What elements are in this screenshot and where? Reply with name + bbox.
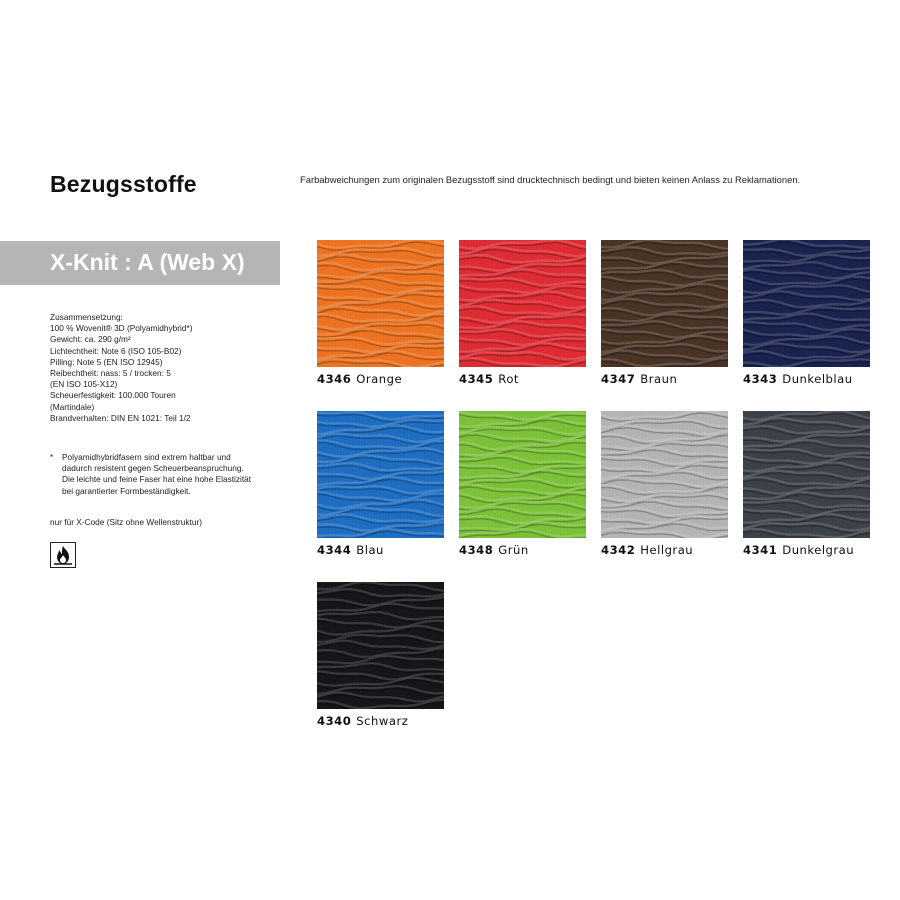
swatch-label	[601, 372, 728, 386]
spec-line: (EN ISO 105-X12)	[50, 379, 118, 390]
swatch-label	[317, 372, 444, 386]
swatch-code: 4341	[743, 543, 778, 557]
swatch-code: 4346	[317, 372, 352, 386]
swatch-color-name: Blau	[356, 543, 384, 557]
swatch-4347[interactable]	[601, 240, 728, 386]
fabric-swatch-image	[601, 411, 728, 538]
footnote-line: dadurch resistent gegen Scheuerbeanspruchung.	[62, 463, 244, 474]
swatch-color-name: Grün	[498, 543, 529, 557]
product-banner	[0, 241, 280, 285]
x-code-note: nur für X-Code (Sitz ohne Wellenstruktur)	[50, 517, 203, 527]
spec-line: (Martindale)	[50, 401, 95, 412]
fire-retardant-icon	[50, 542, 76, 568]
swatch-4341[interactable]	[743, 411, 870, 557]
fabric-swatch-image	[317, 240, 444, 367]
swatch-label	[601, 543, 728, 557]
swatch-color-name: Schwarz	[356, 714, 409, 728]
footnote	[50, 452, 290, 497]
swatch-code: 4342	[601, 543, 636, 557]
spec-line: Scheuerfestigkeit: 100.000 Touren	[50, 390, 176, 401]
swatch-4343[interactable]	[743, 240, 870, 386]
swatch-label	[317, 543, 444, 557]
spec-line: Gewicht: ca. 290 g/m²	[50, 334, 131, 345]
swatch-color-name: Orange	[356, 372, 403, 386]
fabric-swatch-image	[459, 411, 586, 538]
fabric-swatch-image	[317, 411, 444, 538]
swatch-color-name: Rot	[498, 372, 519, 386]
swatch-label	[743, 543, 870, 557]
fabric-swatch-image	[601, 240, 728, 367]
product-name: X-Knit : A (Web X)	[50, 249, 245, 275]
swatch-code: 4344	[317, 543, 352, 557]
swatch-color-name: Hellgrau	[640, 543, 694, 557]
swatch-color-name: Braun	[640, 372, 678, 386]
swatch-label	[743, 372, 870, 386]
swatch-code: 4343	[743, 372, 778, 386]
footnote-line: Die leichte und feine Faser hat eine hohe Elastizität	[62, 474, 252, 485]
swatch-code: 4340	[317, 714, 352, 728]
swatch-code: 4348	[459, 543, 494, 557]
swatch-4348[interactable]	[459, 411, 586, 557]
swatch-code: 4345	[459, 372, 494, 386]
footnote-line: Polyamidhybridfasern sind extrem haltbar und	[62, 452, 231, 462]
footnote-line: bei garantierter Formbeständigkeit.	[62, 485, 191, 496]
swatch-label	[459, 372, 586, 386]
swatch-label	[459, 543, 586, 557]
swatch-color-name: Dunkelgrau	[782, 543, 855, 557]
page-title: Bezugsstoffe	[50, 171, 197, 197]
fabric-swatch-image	[743, 240, 870, 367]
fabric-swatch-image	[459, 240, 586, 367]
swatch-4340[interactable]	[317, 582, 444, 728]
swatch-4342[interactable]	[601, 411, 728, 557]
spec-line: Pilling: Note 5 (EN ISO 12945)	[50, 356, 163, 367]
swatch-color-name: Dunkelblau	[782, 372, 853, 386]
spec-line: Lichtechtheit: Note 6 (ISO 105-B02)	[50, 345, 182, 356]
swatch-label	[317, 714, 444, 728]
spec-list	[50, 312, 290, 424]
footnote-marker: *	[50, 452, 54, 462]
fabric-swatch-image	[317, 582, 444, 709]
swatch-4346[interactable]	[317, 240, 444, 386]
spec-line: Brandverhalten: DIN EN 1021: Teil 1/2	[50, 412, 191, 423]
spec-line: Zusammensetzung:	[50, 312, 123, 322]
swatch-code: 4347	[601, 372, 636, 386]
swatch-4344[interactable]	[317, 411, 444, 557]
spec-line: 100 % Wovenit® 3D (Polyamidhybrid*)	[50, 323, 193, 334]
spec-line: Reibechtheit: nass: 5 / trocken: 5	[50, 368, 171, 379]
color-disclaimer: Farbabweichungen zum originalen Bezugsstoff sind drucktechnisch bedingt und bieten keinen Anlass zu Reklamationen.	[300, 174, 801, 185]
fabric-swatch-image	[743, 411, 870, 538]
swatch-4345[interactable]	[459, 240, 586, 386]
